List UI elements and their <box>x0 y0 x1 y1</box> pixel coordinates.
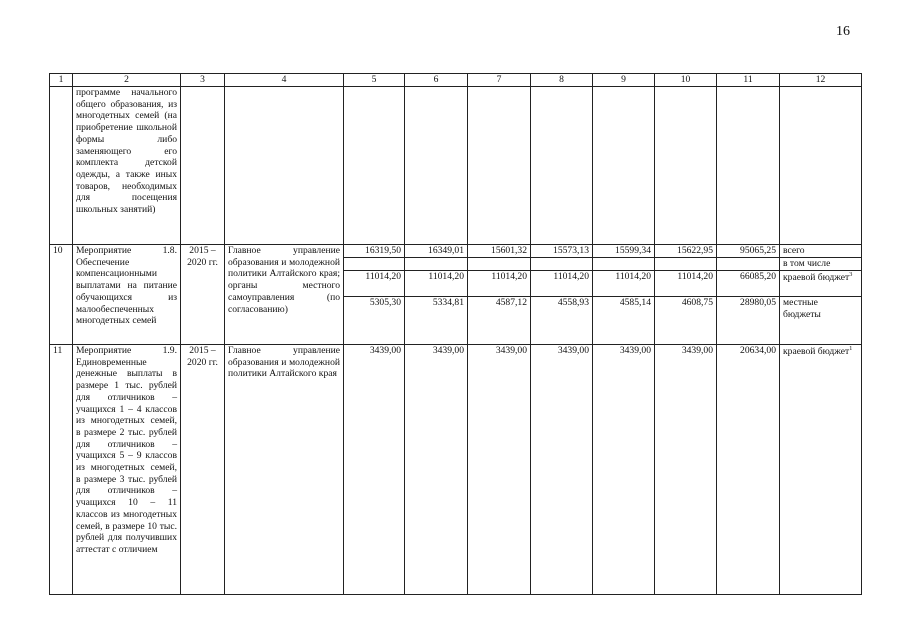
column-number: 9 <box>593 74 655 87</box>
funding-source: всего <box>780 245 862 258</box>
value-cell: 4585,14 <box>593 297 655 345</box>
value-cell: 3439,00 <box>344 345 405 595</box>
value-cell: 11014,20 <box>405 271 468 297</box>
column-number-row <box>50 74 862 87</box>
value-cell: 3439,00 <box>405 345 468 595</box>
funding-source: в том числе <box>780 258 862 271</box>
table-row-continuation <box>50 87 862 245</box>
footnote-mark: 3 <box>849 271 853 278</box>
column-number: 4 <box>225 74 344 87</box>
value-cell: 4587,12 <box>468 297 531 345</box>
value-cell: 5305,30 <box>344 297 405 345</box>
value-cell: 15622,95 <box>655 245 717 258</box>
column-number: 8 <box>531 74 593 87</box>
activity-description: программе начального общего образования, из многодетных семей (на приобретение школьной формы либо заменяющего его комплекта детской одежды, а также иных товаров, необходимых для посещения школьных занятий) <box>73 87 181 245</box>
value-cell: 66085,20 <box>717 271 780 297</box>
page-number: 16 <box>836 24 850 39</box>
row-number: 11 <box>50 345 73 595</box>
value-cell: 3439,00 <box>655 345 717 595</box>
funding-source: местные бюджеты <box>780 297 862 345</box>
value-cell: 3439,00 <box>593 345 655 595</box>
activity-description: Мероприятие 1.9. Единовременные денежные выплаты в размере 1 тыс. рублей для отличников – учащихся 1 – 4 классов из многодетных семей, в размере 2 тыс. рублей для отличников – учащихся 5 – 9 классов из многодетных семей, в размере 3 тыс. рублей для отличников – учащихся 10 – 11 классов из многодетных семей, в размере 10 тыс. рублей для получивших аттестат с отличием <box>73 345 181 595</box>
activity-period: 2015 – 2020 гг. <box>181 345 225 595</box>
value-cell: 15573,13 <box>531 245 593 258</box>
value-cell: 4608,75 <box>655 297 717 345</box>
value-cell: 15599,34 <box>593 245 655 258</box>
value-cell: 11014,20 <box>468 271 531 297</box>
program-activities-table <box>49 73 862 595</box>
value-cell: 15601,32 <box>468 245 531 258</box>
column-number: 7 <box>468 74 531 87</box>
column-number: 6 <box>405 74 468 87</box>
row-number: 10 <box>50 245 73 345</box>
footnote-mark: 1 <box>849 345 853 352</box>
column-number: 2 <box>73 74 181 87</box>
table-row <box>50 345 862 595</box>
value-cell: 28980,05 <box>717 297 780 345</box>
value-cell: 11014,20 <box>531 271 593 297</box>
activity-period: 2015 – 2020 гг. <box>181 245 225 345</box>
value-cell: 3439,00 <box>531 345 593 595</box>
activity-executors: Главное управление образования и молодежной политики Алтайского края; органы местного самоуправления (по согласованию) <box>225 245 344 345</box>
value-cell: 3439,00 <box>468 345 531 595</box>
funding-source-cell <box>780 345 862 595</box>
funding-source-cell <box>780 271 862 297</box>
value-cell: 16349,01 <box>405 245 468 258</box>
value-cell: 5334,81 <box>405 297 468 345</box>
column-number: 10 <box>655 74 717 87</box>
column-number: 11 <box>717 74 780 87</box>
column-number: 3 <box>181 74 225 87</box>
value-cell: 4558,93 <box>531 297 593 345</box>
value-cell: 20634,00 <box>717 345 780 595</box>
value-cell: 11014,20 <box>655 271 717 297</box>
column-number: 5 <box>344 74 405 87</box>
activity-executors: Главное управление образования и молодежной политики Алтайского края <box>225 345 344 595</box>
column-number: 1 <box>50 74 73 87</box>
funding-source: краевой бюджет <box>783 272 850 284</box>
table-row <box>50 245 862 258</box>
value-cell: 16319,50 <box>344 245 405 258</box>
value-cell: 11014,20 <box>344 271 405 297</box>
value-cell: 11014,20 <box>593 271 655 297</box>
funding-source: краевой бюджет <box>783 346 850 358</box>
column-number: 12 <box>780 74 862 87</box>
activity-description: Мероприятие 1.8. Обеспечение компенсационными выплатами на питание обучающихся из малообеспеченных многодетных семей <box>73 245 181 345</box>
value-cell: 95065,25 <box>717 245 780 258</box>
